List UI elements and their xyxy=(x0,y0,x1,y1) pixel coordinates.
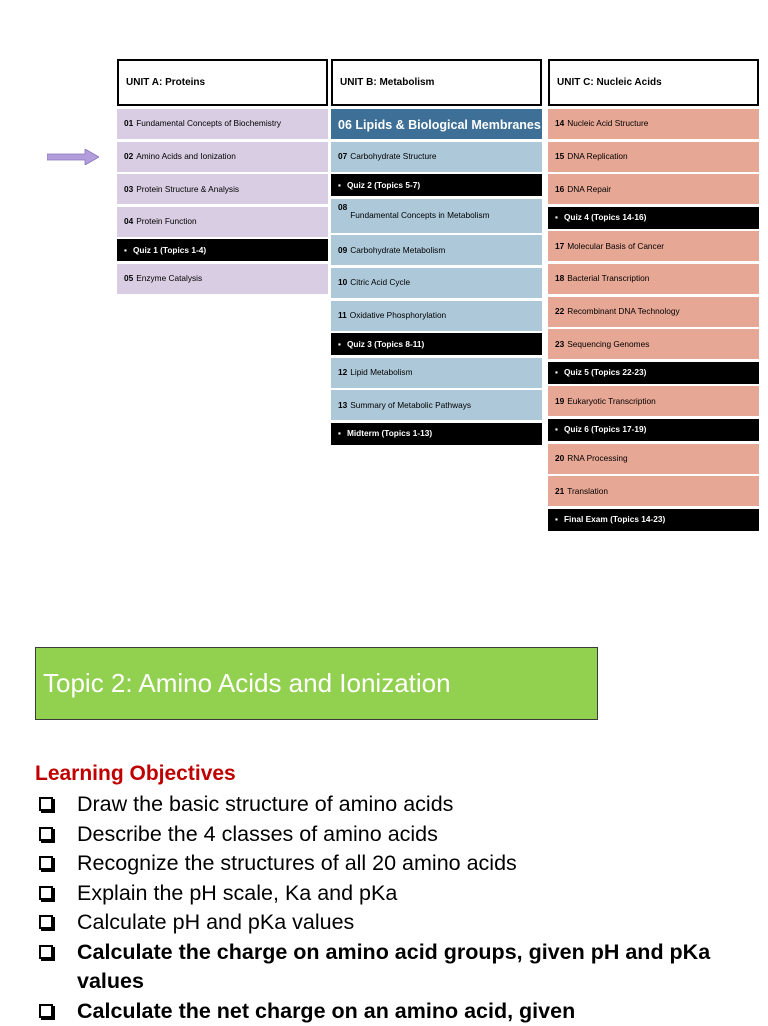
topic-label: Lipid Metabolism xyxy=(350,368,412,377)
topic-item xyxy=(331,358,542,388)
unit-header: UNIT B: Metabolism xyxy=(331,59,542,106)
objective-item xyxy=(35,790,725,820)
quiz-item xyxy=(548,207,759,229)
objective-item xyxy=(35,849,725,879)
topic-label: Summary of Metabolic Pathways xyxy=(350,401,471,410)
topic-item xyxy=(117,109,328,139)
topic-number: 10 xyxy=(338,278,347,287)
topic-label: Recombinant DNA Technology xyxy=(567,307,679,316)
topic-number: 23 xyxy=(555,340,564,349)
checkbox-icon xyxy=(39,886,53,900)
objective-text: Draw the basic structure of amino acids xyxy=(77,790,453,820)
quiz-item xyxy=(117,239,328,261)
objective-text: Calculate the charge on amino acid groups, given pH and pKa values xyxy=(77,938,725,997)
topic-item xyxy=(331,142,542,172)
objective-item xyxy=(35,997,725,1026)
quiz-item xyxy=(548,362,759,384)
quiz-item xyxy=(331,333,542,355)
bullet-icon: ▪ xyxy=(555,515,558,524)
topic-number: 03 xyxy=(124,185,133,194)
topic-label: Carbohydrate Metabolism xyxy=(350,246,445,255)
topic-item xyxy=(117,174,328,204)
objective-item xyxy=(35,879,725,909)
topic-item xyxy=(548,444,759,474)
topic-label: Translation xyxy=(567,487,608,496)
topic-item xyxy=(548,329,759,359)
quiz-label: Quiz 2 (Topics 5-7) xyxy=(347,181,420,190)
topic-item xyxy=(331,199,542,233)
topic-number: 21 xyxy=(555,487,564,496)
quiz-label: Quiz 1 (Topics 1-4) xyxy=(133,246,206,255)
topic-item xyxy=(548,142,759,172)
objective-item xyxy=(35,908,725,938)
topic-title-banner xyxy=(35,647,598,720)
learning-objectives-title: Learning Objectives xyxy=(35,762,236,786)
objective-text: Describe the 4 classes of amino acids xyxy=(77,820,438,850)
bullet-icon: ▪ xyxy=(338,340,341,349)
topic-label: Molecular Basis of Cancer xyxy=(567,242,664,251)
learning-objectives-list xyxy=(35,790,725,1026)
topic-label: Fundamental Concepts in Metabolism xyxy=(350,211,489,220)
quiz-item xyxy=(548,509,759,531)
topic-label: Protein Function xyxy=(136,217,196,226)
quiz-item xyxy=(548,419,759,441)
topic-number: 16 xyxy=(555,185,564,194)
checkbox-icon xyxy=(39,915,53,929)
checkbox-icon xyxy=(39,1004,53,1018)
topic-label: Oxidative Phosphorylation xyxy=(350,311,446,320)
quiz-label: Quiz 3 (Topics 8-11) xyxy=(347,340,424,349)
topic-label: Fundamental Concepts of Biochemistry xyxy=(136,119,281,128)
objective-text: Recognize the structures of all 20 amino acids xyxy=(77,849,517,879)
objective-text: Calculate the net charge on an amino acid, given xyxy=(77,997,575,1026)
topic-title: Topic 2: Amino Acids and Ionization xyxy=(43,668,451,699)
topic-label: Enzyme Catalysis xyxy=(136,274,202,283)
topic-item xyxy=(548,109,759,139)
bullet-icon: ▪ xyxy=(338,181,341,190)
quiz-label: Quiz 5 (Topics 22-23) xyxy=(564,368,646,377)
quiz-label: Quiz 4 (Topics 14-16) xyxy=(564,213,646,222)
bullet-icon: ▪ xyxy=(555,368,558,377)
topic-number: 17 xyxy=(555,242,564,251)
unit-a-column xyxy=(117,59,328,297)
topic-number: 01 xyxy=(124,119,133,128)
topic-number: 04 xyxy=(124,217,133,226)
bullet-icon: ▪ xyxy=(555,213,558,222)
topic-label: Bacterial Transcription xyxy=(567,274,649,283)
topic-item xyxy=(548,264,759,294)
checkbox-icon xyxy=(39,797,53,811)
unit-header: UNIT C: Nucleic Acids xyxy=(548,59,759,106)
topic-number: 20 xyxy=(555,454,564,463)
topic-number: 05 xyxy=(124,274,133,283)
topic-number: 11 xyxy=(338,311,347,320)
bullet-icon: ▪ xyxy=(555,425,558,434)
topic-item xyxy=(548,476,759,506)
topic-number: 14 xyxy=(555,119,564,128)
topic-number: 19 xyxy=(555,397,564,406)
topic-label: DNA Replication xyxy=(567,152,627,161)
topic-label: Carbohydrate Structure xyxy=(350,152,436,161)
topic-number: 15 xyxy=(555,152,564,161)
bullet-icon: ▪ xyxy=(124,246,127,255)
unit-b-column xyxy=(331,59,542,448)
quiz-label: Quiz 6 (Topics 17-19) xyxy=(564,425,646,434)
topic-label: DNA Repair xyxy=(567,185,611,194)
topic-item xyxy=(331,301,542,331)
topic-item xyxy=(117,207,328,237)
topic-item xyxy=(548,231,759,261)
topic-label: Sequencing Genomes xyxy=(567,340,649,349)
objective-text: Calculate pH and pKa values xyxy=(77,908,354,938)
topic-label: Amino Acids and Ionization xyxy=(136,152,236,161)
checkbox-icon xyxy=(39,945,53,959)
topic-number: 09 xyxy=(338,246,347,255)
topic-label: Eukaryotic Transcription xyxy=(567,397,656,406)
topic-label: Protein Structure & Analysis xyxy=(136,185,239,194)
topic-item xyxy=(548,174,759,204)
topic-item xyxy=(331,268,542,298)
unit-header: UNIT A: Proteins xyxy=(117,59,328,106)
topic-number: 08 xyxy=(338,199,347,212)
objective-item xyxy=(35,938,725,997)
topic-number: 22 xyxy=(555,307,564,316)
checkbox-icon xyxy=(39,827,53,841)
topic-item xyxy=(331,390,542,420)
topic-item xyxy=(117,142,328,172)
topic-label: RNA Processing xyxy=(567,454,627,463)
checkbox-icon xyxy=(39,856,53,870)
topic-number: 02 xyxy=(124,152,133,161)
topic-item xyxy=(117,264,328,294)
quiz-item xyxy=(331,174,542,196)
unit-c-column xyxy=(548,59,759,533)
objective-text: Explain the pH scale, Ka and pKa xyxy=(77,879,397,909)
topic-number: 07 xyxy=(338,152,347,161)
featured-topic-label: 06 Lipids & Biological Membranes xyxy=(338,119,541,132)
topic-item xyxy=(331,235,542,265)
objective-item xyxy=(35,820,725,850)
topic-label: Nucleic Acid Structure xyxy=(567,119,648,128)
topic-item xyxy=(548,386,759,416)
topic-number: 12 xyxy=(338,368,347,377)
topic-label: Citric Acid Cycle xyxy=(350,278,410,287)
quiz-label: Final Exam (Topics 14-23) xyxy=(564,515,665,524)
featured-topic-item xyxy=(331,109,542,139)
topic-number: 18 xyxy=(555,274,564,283)
topic-item xyxy=(548,297,759,327)
quiz-item xyxy=(331,423,542,445)
right-arrow-icon xyxy=(47,149,99,165)
topic-number: 13 xyxy=(338,401,347,410)
bullet-icon: ▪ xyxy=(338,429,341,438)
quiz-label: Midterm (Topics 1-13) xyxy=(347,429,432,438)
